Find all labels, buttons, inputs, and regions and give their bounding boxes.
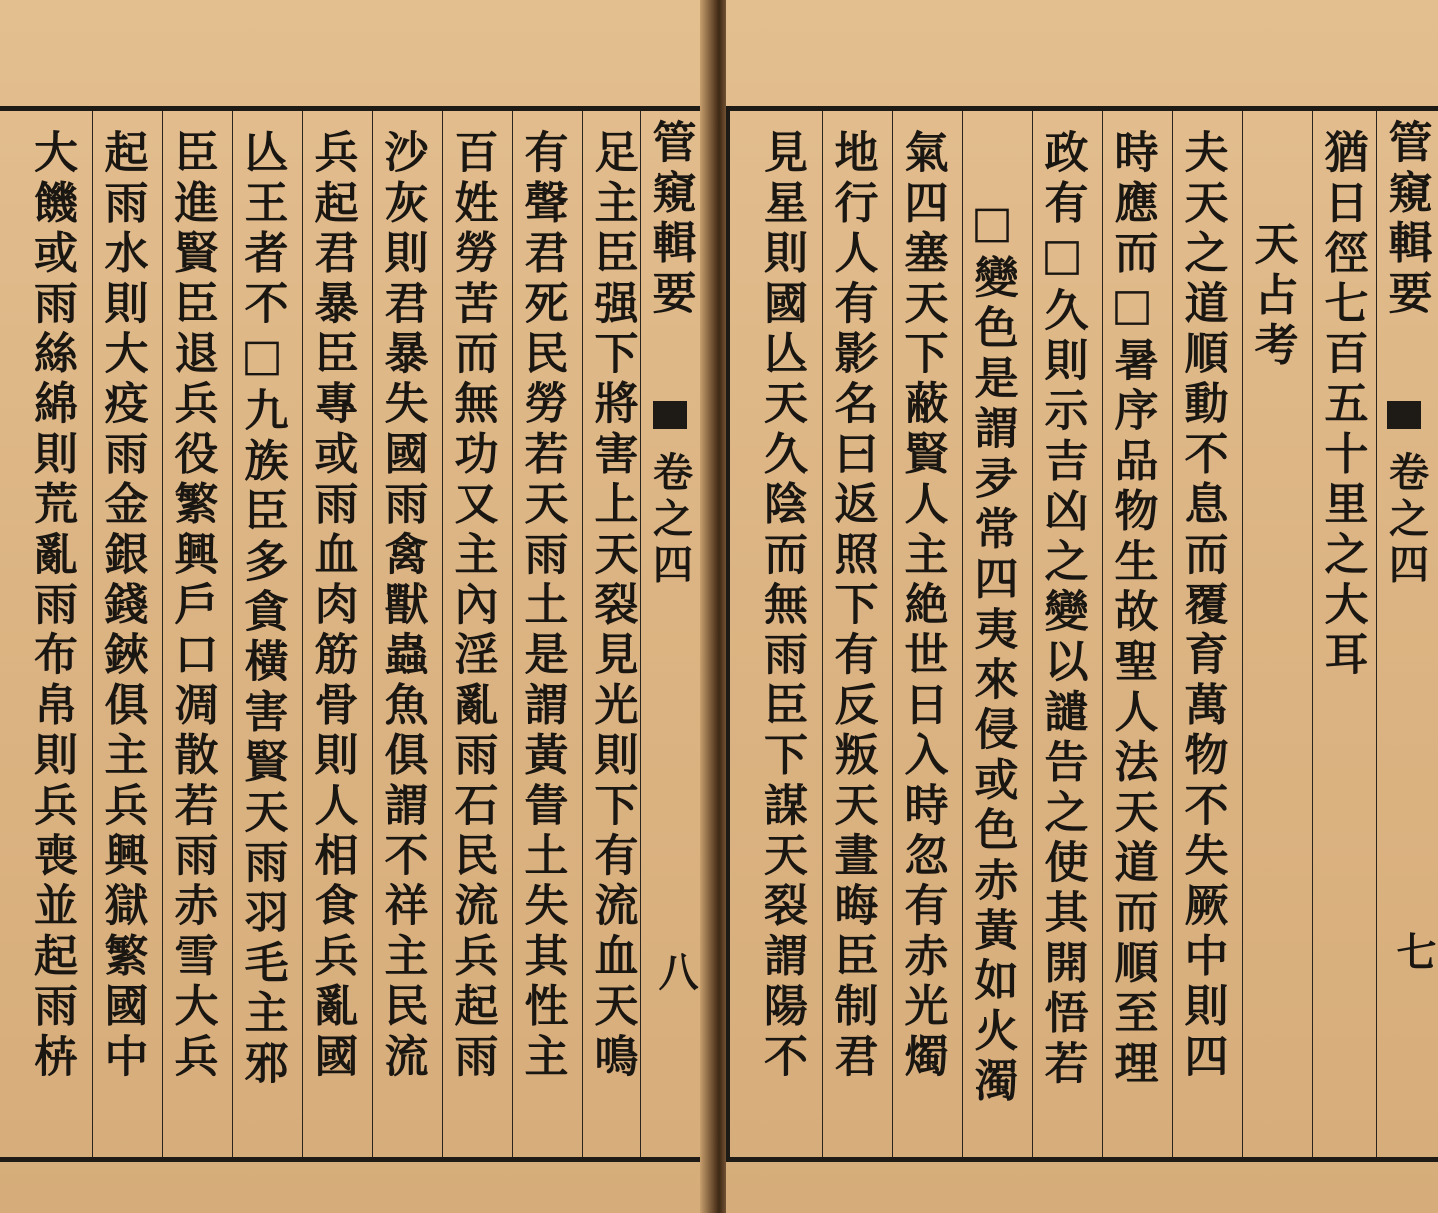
text-column [1312, 111, 1370, 1157]
column-text: 政有□久則示吉凶之變以譴告之使其開悟若 [1036, 129, 1088, 1090]
right-page-number: 七 [1390, 931, 1437, 971]
left-header-column [640, 111, 698, 1157]
section-title: 天占考 [1246, 221, 1298, 372]
column-text: 兵起君暴臣專或雨血肉筋骨則人相食兵亂國 [306, 129, 358, 1083]
text-column [1172, 111, 1230, 1157]
text-column [92, 111, 150, 1157]
column-text: 足主臣强下將害上天裂見光則下有流血天鳴 [586, 129, 638, 1083]
text-column [822, 111, 880, 1157]
column-text: 見星則國亾天久陰而無雨臣下謀天裂謂陽不 [756, 129, 807, 1083]
text-column [752, 111, 810, 1157]
column-text: 百姓勞苦而無功又主內淫亂雨石民流兵起雨 [446, 129, 498, 1083]
column-text: 起雨水則大疫雨金銀錢鋏俱主兵興獄繁國中 [96, 129, 148, 1083]
right-fascicle-text: 卷之四 [1382, 451, 1430, 590]
column-text: 氣四塞天下蔽賢人主絶世日入時忽有赤光燭 [896, 129, 948, 1083]
fishtail-mark [653, 401, 687, 429]
column-text: 亾王者不□九族臣多貪橫害賢天雨羽毛主邪 [236, 129, 288, 1090]
text-column [1032, 111, 1090, 1157]
text-column [302, 111, 360, 1157]
column-text: 臣進賢臣退兵役繁興戶口凋散若雨赤雪大兵 [166, 129, 218, 1083]
text-column [442, 111, 500, 1157]
text-column [962, 111, 1020, 1157]
text-column [372, 111, 430, 1157]
text-column [512, 111, 570, 1157]
column-text: 猶日徑七百五十里之大耳 [1316, 129, 1368, 682]
text-column [232, 111, 290, 1157]
column-text: 時應而□暑序品物生故聖人法天道而順至理 [1106, 129, 1158, 1090]
left-fascicle-text: 卷之四 [646, 451, 694, 590]
column-text: 夫天之道順動不息而覆育萬物不失厥中則四 [1176, 129, 1228, 1083]
right-header-text: 管窺輯要 [1380, 119, 1432, 320]
left-header-text: 管窺輯要 [644, 119, 696, 320]
section-title-column [1242, 111, 1300, 1157]
right-page [726, 0, 1438, 1213]
column-text: □變色是謂夛常四夷來侵或色赤黃如火濁 [966, 197, 1018, 1108]
column-text: 大饑或雨絲綿則荒亂雨布帛則兵喪並起雨枿 [26, 129, 77, 1083]
column-text: 有聲君死民勞若天雨土是謂黃眚土失其性主 [516, 129, 568, 1083]
text-column [582, 111, 640, 1157]
text-column [1102, 111, 1160, 1157]
text-column [162, 111, 220, 1157]
right-page-frame [726, 106, 1438, 1162]
fishtail-mark [1387, 401, 1421, 429]
right-header-column [1376, 111, 1437, 1157]
text-column [892, 111, 950, 1157]
left-page [0, 0, 712, 1213]
left-page-number: 八 [652, 951, 699, 991]
column-text: 地行人有影名曰返照下有反叛天晝晦臣制君 [826, 129, 878, 1083]
text-column [22, 111, 80, 1157]
left-page-frame [0, 106, 712, 1162]
column-text: 沙灰則君暴失國雨禽獸蟲魚俱謂不祥主民流 [376, 129, 428, 1083]
